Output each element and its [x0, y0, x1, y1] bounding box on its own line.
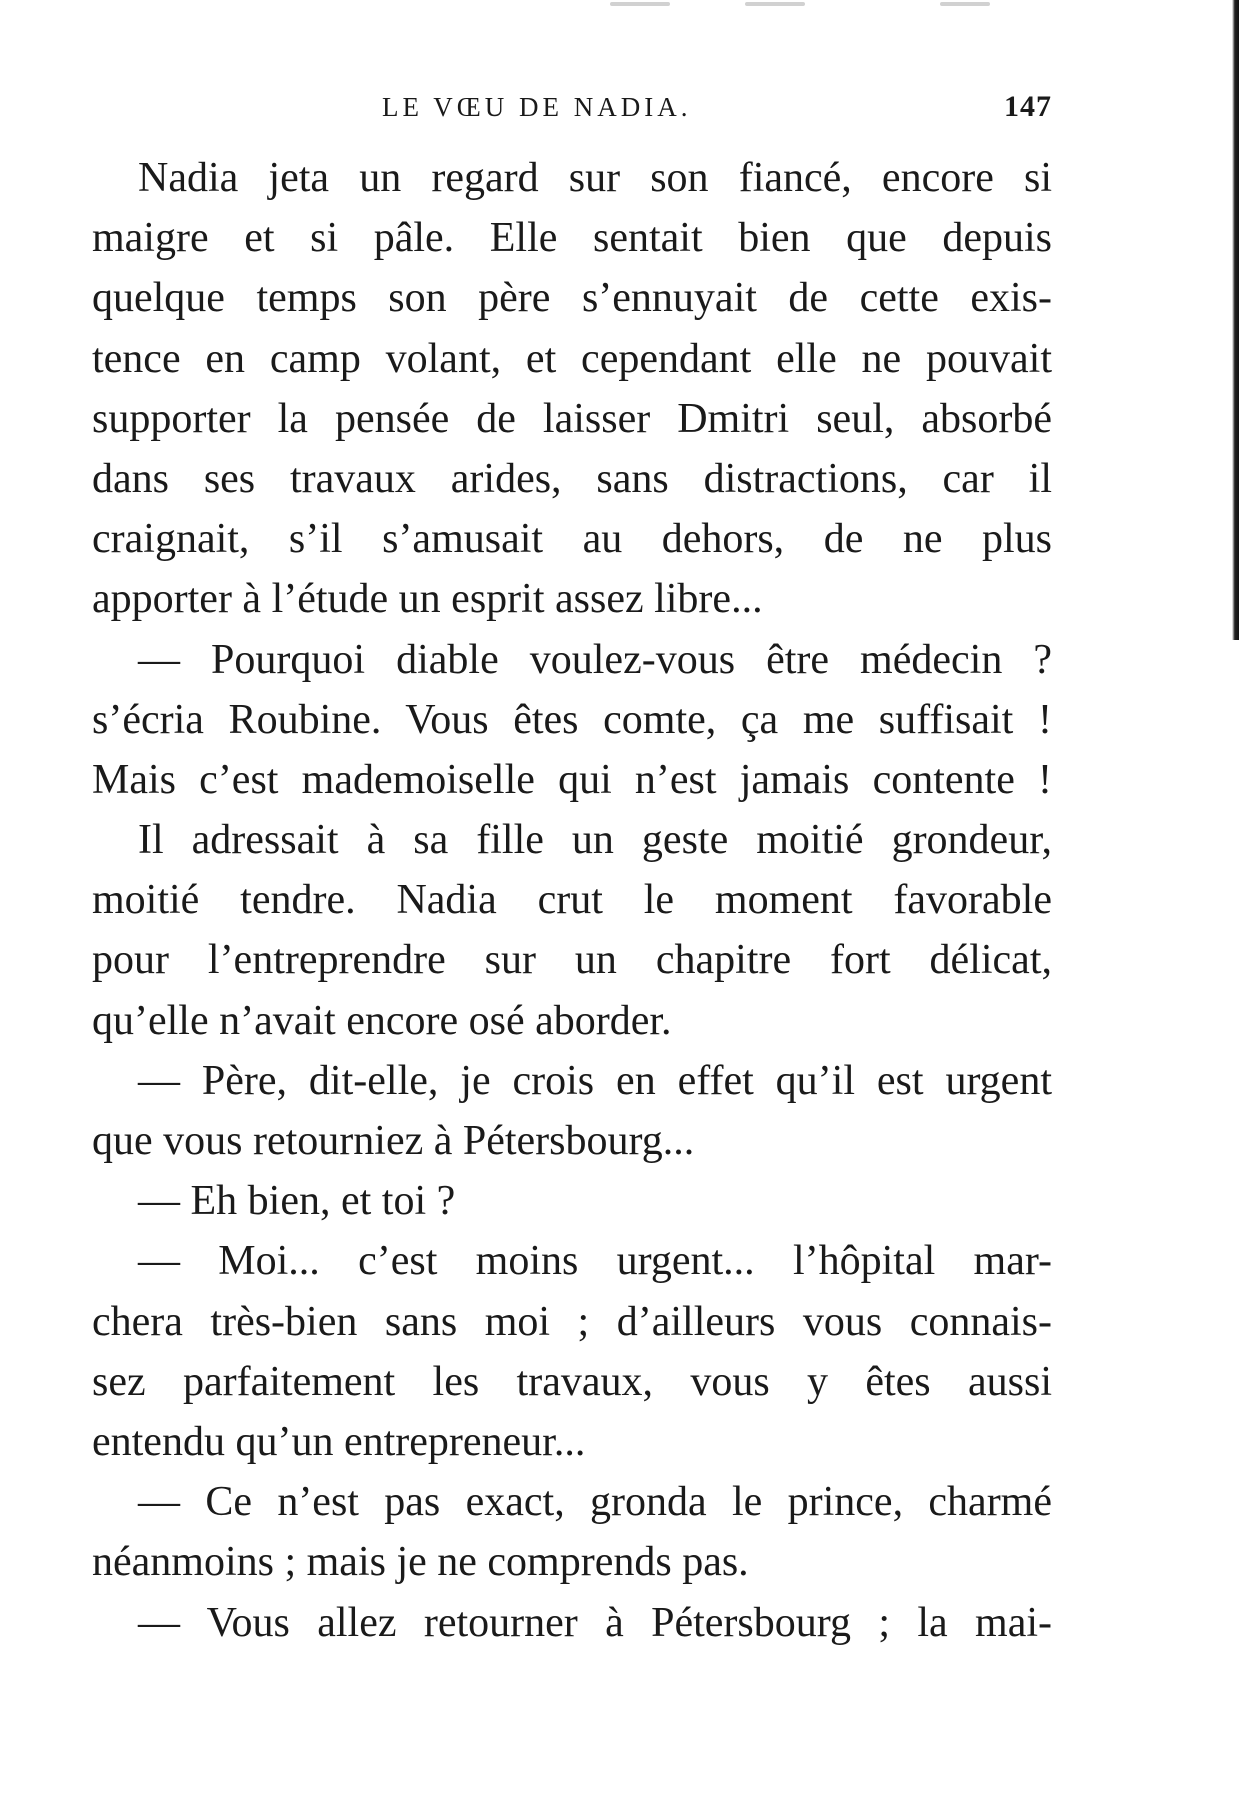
text-line: — Père, dit-elle, je crois en effet qu’il est urgent: [138, 1057, 1052, 1104]
text-line: — Pourquoi diable voulez-vous être médecin ?: [138, 636, 1052, 683]
text-line: Mais c’est mademoiselle qui n’est jamais contente !: [92, 756, 1052, 803]
text-line: que vous retourniez à Pétersbourg...: [92, 1118, 695, 1164]
text-line: Nadia jeta un regard sur son fiancé, encore si: [138, 155, 1052, 201]
page-header: [92, 92, 1052, 132]
text-line: — Eh bien, et toi ?: [138, 1178, 456, 1225]
text-line: Il adressait à sa fille un geste moitié grondeur,: [138, 817, 1052, 864]
page-edge-shadow: [1232, 0, 1239, 640]
text-line: supporter la pensée de laisser Dmitri seul, absorbé: [92, 395, 1052, 442]
scan-smudge: [610, 2, 670, 6]
text-line: sez parfaitement les travaux, vous y êtes aussi: [92, 1358, 1052, 1405]
text-line: maigre et si pâle. Elle sentait bien que depuis: [92, 215, 1052, 262]
text-line: — Moi... c’est moins urgent... l’hôpital mar-: [138, 1238, 1052, 1285]
text-line: pour l’entreprendre sur un chapitre fort délicat,: [92, 937, 1052, 984]
running-title: LE VŒU DE NADIA.: [382, 92, 692, 122]
text-line: qu’elle n’avait encore osé aborder.: [92, 997, 672, 1044]
text-line: apporter à l’étude un esprit assez libre...: [92, 576, 763, 623]
scan-smudge: [940, 2, 990, 6]
text-line: dans ses travaux arides, sans distractions, car il: [92, 455, 1052, 502]
page-number: 147: [1004, 90, 1052, 123]
text-line: chera très-bien sans moi ; d’ailleurs vous connais-: [92, 1298, 1052, 1345]
text-line: moitié tendre. Nadia crut le moment favorable: [92, 877, 1052, 924]
text-line: — Ce n’est pas exact, gronda le prince, charmé: [138, 1479, 1052, 1526]
scan-smudge: [745, 2, 805, 6]
text-line: s’écria Roubine. Vous êtes comte, ça me suffisait !: [92, 696, 1052, 743]
text-line: — Vous allez retourner à Pétersbourg ; la mai-: [138, 1599, 1052, 1646]
text-line: néanmoins ; mais je ne comprends pas.: [92, 1539, 749, 1586]
text-line: craignait, s’il s’amusait au dehors, de ne plus: [92, 516, 1052, 563]
text-line: entendu qu’un entrepreneur...: [92, 1418, 586, 1465]
body-text: [92, 148, 1052, 1653]
text-line: tence en camp volant, et cependant elle ne pouvait: [92, 335, 1052, 382]
text-line: quelque temps son père s’ennuyait de cette exis-: [92, 275, 1052, 322]
